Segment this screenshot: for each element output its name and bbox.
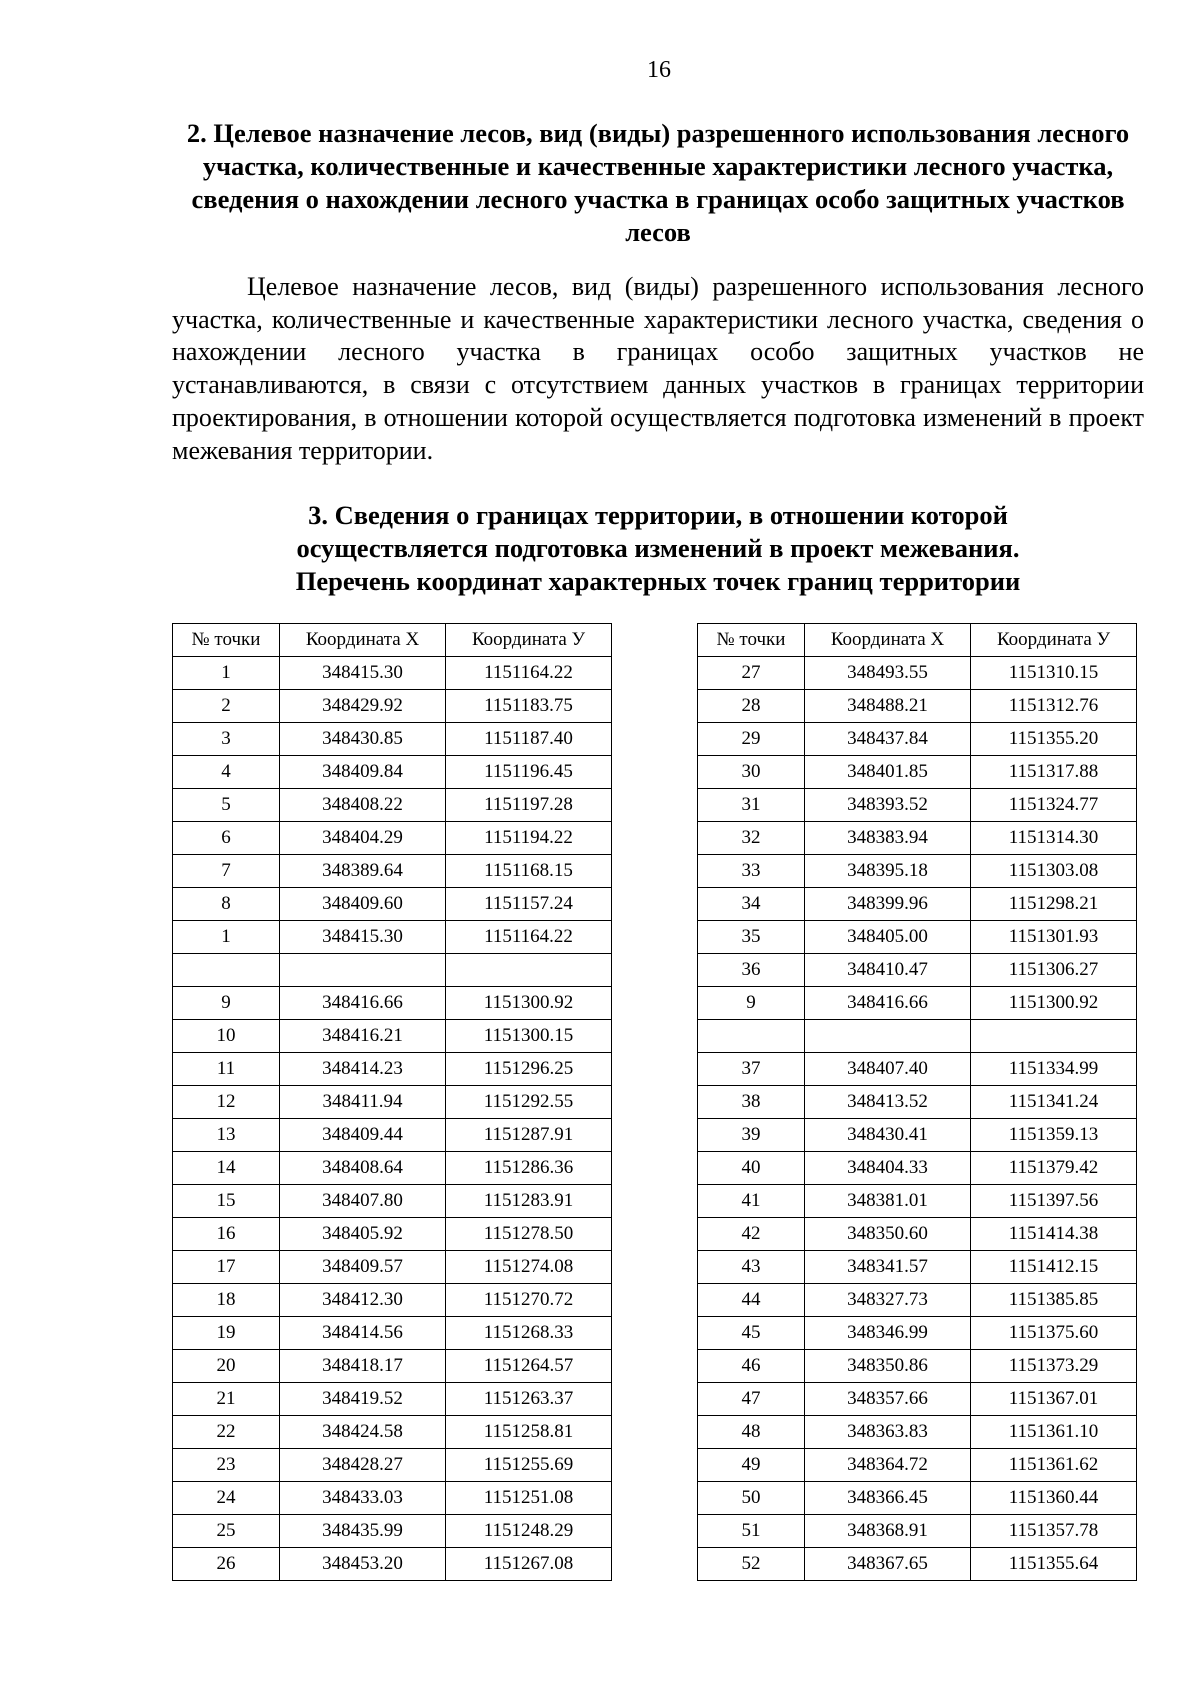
cell-coordinate-y: 1151379.42: [971, 1152, 1137, 1185]
cell-point-number: 7: [173, 855, 280, 888]
header-coordinate-x: Координата Х: [280, 624, 446, 657]
cell-coordinate-y: 1151301.93: [971, 921, 1137, 954]
cell-coordinate-x: 348411.94: [280, 1086, 446, 1119]
cell-point-number: 4: [173, 756, 280, 789]
table-row: [173, 1020, 612, 1053]
table-row: [173, 1086, 612, 1119]
table-row: [173, 657, 612, 690]
cell-point-number: 46: [698, 1350, 805, 1383]
cell-coordinate-x: 348383.94: [805, 822, 971, 855]
table-row: [173, 1119, 612, 1152]
cell-coordinate-x: 348435.99: [280, 1515, 446, 1548]
cell-coordinate-y: 1151248.29: [446, 1515, 612, 1548]
cell-coordinate-x: 348408.22: [280, 789, 446, 822]
page-number: 16: [647, 57, 671, 83]
cell-point-number: 38: [698, 1086, 805, 1119]
table-row: [173, 1053, 612, 1086]
cell-coordinate-y: 1151300.92: [446, 987, 612, 1020]
cell-point-number: 39: [698, 1119, 805, 1152]
table-row: [698, 1119, 1137, 1152]
cell-point-number: 45: [698, 1317, 805, 1350]
cell-coordinate-y: 1151303.08: [971, 855, 1137, 888]
cell-coordinate-x: 348415.30: [280, 921, 446, 954]
cell-coordinate-x: 348405.00: [805, 921, 971, 954]
table-row: [698, 1515, 1137, 1548]
cell-coordinate-x: 348389.64: [280, 855, 446, 888]
cell-coordinate-x: 348429.92: [280, 690, 446, 723]
cell-point-number: 3: [173, 723, 280, 756]
cell-point-number: 2: [173, 690, 280, 723]
table-row: [698, 1086, 1137, 1119]
cell-coordinate-y: 1151278.50: [446, 1218, 612, 1251]
cell-coordinate-x: 348424.58: [280, 1416, 446, 1449]
cell-point-number: 22: [173, 1416, 280, 1449]
cell-point-number: [173, 954, 280, 987]
table-row: [173, 1416, 612, 1449]
cell-point-number: 32: [698, 822, 805, 855]
cell-coordinate-y: 1151357.78: [971, 1515, 1137, 1548]
cell-point-number: 33: [698, 855, 805, 888]
cell-coordinate-x: 348415.30: [280, 657, 446, 690]
table-row: [173, 1218, 612, 1251]
cell-point-number: 36: [698, 954, 805, 987]
cell-coordinate-x: 348407.40: [805, 1053, 971, 1086]
cell-coordinate-y: 1151360.44: [971, 1482, 1137, 1515]
cell-coordinate-x: 348493.55: [805, 657, 971, 690]
table-row: [173, 789, 612, 822]
cell-coordinate-x: [280, 954, 446, 987]
cell-coordinate-x: 348404.29: [280, 822, 446, 855]
section-3-heading-line-1: 3. Сведения о границах территории, в отношении которой: [308, 500, 1008, 530]
cell-coordinate-y: 1151292.55: [446, 1086, 612, 1119]
cell-coordinate-x: 348341.57: [805, 1251, 971, 1284]
cell-point-number: 41: [698, 1185, 805, 1218]
cell-coordinate-x: 348430.85: [280, 723, 446, 756]
table-row: [698, 1284, 1137, 1317]
cell-point-number: 9: [173, 987, 280, 1020]
table-row: [173, 822, 612, 855]
cell-coordinate-y: [971, 1020, 1137, 1053]
cell-point-number: 29: [698, 723, 805, 756]
table-row: [698, 954, 1137, 987]
header-coordinate-y: Координата У: [446, 624, 612, 657]
table-row: [173, 855, 612, 888]
cell-coordinate-y: 1151341.24: [971, 1086, 1137, 1119]
section-2-heading: 2. Целевое назначение лесов, вид (виды) разрешенного использования лесного участка, количественные и качественные характеристики лесного участка, сведения о нахождении лесного участка в границах особо защитных участков лесов: [186, 118, 1130, 247]
cell-coordinate-x: 348419.52: [280, 1383, 446, 1416]
cell-coordinate-y: 1151268.33: [446, 1317, 612, 1350]
cell-coordinate-y: 1151255.69: [446, 1449, 612, 1482]
cell-point-number: 35: [698, 921, 805, 954]
cell-coordinate-x: 348414.23: [280, 1053, 446, 1086]
cell-point-number: 47: [698, 1383, 805, 1416]
cell-coordinate-x: 348401.85: [805, 756, 971, 789]
cell-coordinate-y: 1151367.01: [971, 1383, 1137, 1416]
section-3-heading: [172, 499, 1144, 598]
cell-point-number: 16: [173, 1218, 280, 1251]
cell-coordinate-x: 348410.47: [805, 954, 971, 987]
cell-coordinate-x: 348404.33: [805, 1152, 971, 1185]
cell-point-number: 8: [173, 888, 280, 921]
cell-point-number: 51: [698, 1515, 805, 1548]
cell-coordinate-x: 348416.21: [280, 1020, 446, 1053]
table-row: [173, 1284, 612, 1317]
cell-coordinate-y: 1151300.15: [446, 1020, 612, 1053]
cell-coordinate-y: 1151258.81: [446, 1416, 612, 1449]
cell-coordinate-y: 1151168.15: [446, 855, 612, 888]
table-row: [698, 1350, 1137, 1383]
cell-point-number: 21: [173, 1383, 280, 1416]
cell-point-number: 12: [173, 1086, 280, 1119]
table-row: [698, 1548, 1137, 1581]
cell-coordinate-y: 1151375.60: [971, 1317, 1137, 1350]
cell-coordinate-y: 1151324.77: [971, 789, 1137, 822]
cell-coordinate-y: [446, 954, 612, 987]
table-row: [173, 1515, 612, 1548]
cell-coordinate-y: 1151287.91: [446, 1119, 612, 1152]
cell-coordinate-y: 1151197.28: [446, 789, 612, 822]
coordinates-table-left: [172, 623, 612, 1581]
cell-coordinate-y: 1151314.30: [971, 822, 1137, 855]
cell-point-number: [698, 1020, 805, 1053]
cell-coordinate-y: 1151296.25: [446, 1053, 612, 1086]
cell-coordinate-y: 1151306.27: [971, 954, 1137, 987]
cell-coordinate-y: 1151196.45: [446, 756, 612, 789]
cell-coordinate-x: 348407.80: [280, 1185, 446, 1218]
cell-coordinate-x: 348412.30: [280, 1284, 446, 1317]
cell-coordinate-y: 1151157.24: [446, 888, 612, 921]
table-row: [698, 1482, 1137, 1515]
table-row: [698, 921, 1137, 954]
cell-point-number: 30: [698, 756, 805, 789]
table-row: [698, 1053, 1137, 1086]
cell-point-number: 50: [698, 1482, 805, 1515]
table-row: [173, 888, 612, 921]
cell-coordinate-x: 348409.57: [280, 1251, 446, 1284]
cell-coordinate-y: 1151414.38: [971, 1218, 1137, 1251]
cell-point-number: 44: [698, 1284, 805, 1317]
cell-coordinate-y: 1151355.64: [971, 1548, 1137, 1581]
cell-point-number: 25: [173, 1515, 280, 1548]
cell-point-number: 28: [698, 690, 805, 723]
cell-coordinate-x: 348366.45: [805, 1482, 971, 1515]
cell-coordinate-y: 1151361.62: [971, 1449, 1137, 1482]
coordinates-table-right: [697, 623, 1137, 1581]
cell-point-number: 13: [173, 1119, 280, 1152]
table-row: [698, 1383, 1137, 1416]
cell-coordinate-y: 1151310.15: [971, 657, 1137, 690]
cell-coordinate-y: 1151194.22: [446, 822, 612, 855]
cell-point-number: 18: [173, 1284, 280, 1317]
cell-point-number: 10: [173, 1020, 280, 1053]
cell-point-number: 37: [698, 1053, 805, 1086]
cell-coordinate-x: 348408.64: [280, 1152, 446, 1185]
cell-coordinate-x: 348488.21: [805, 690, 971, 723]
table-row: [173, 1185, 612, 1218]
table-row: [173, 921, 612, 954]
table-row: [698, 1317, 1137, 1350]
cell-coordinate-y: 1151298.21: [971, 888, 1137, 921]
table-row: [173, 1383, 612, 1416]
table-row: [698, 690, 1137, 723]
cell-coordinate-y: 1151317.88: [971, 756, 1137, 789]
table-row: [698, 789, 1137, 822]
cell-coordinate-y: 1151286.36: [446, 1152, 612, 1185]
cell-point-number: 9: [698, 987, 805, 1020]
cell-point-number: 31: [698, 789, 805, 822]
cell-point-number: 1: [173, 657, 280, 690]
cell-coordinate-y: 1151359.13: [971, 1119, 1137, 1152]
table-header-row: [173, 624, 612, 657]
cell-coordinate-y: 1151183.75: [446, 690, 612, 723]
cell-coordinate-y: 1151361.10: [971, 1416, 1137, 1449]
header-point-number: № точки: [173, 624, 280, 657]
cell-point-number: 17: [173, 1251, 280, 1284]
cell-coordinate-y: 1151385.85: [971, 1284, 1137, 1317]
cell-coordinate-x: 348368.91: [805, 1515, 971, 1548]
cell-coordinate-x: 348414.56: [280, 1317, 446, 1350]
cell-coordinate-y: 1151264.57: [446, 1350, 612, 1383]
cell-coordinate-y: 1151263.37: [446, 1383, 612, 1416]
cell-point-number: 40: [698, 1152, 805, 1185]
cell-point-number: 49: [698, 1449, 805, 1482]
table-row: [173, 1449, 612, 1482]
section-2-body: Целевое назначение лесов, вид (виды) разрешенного использования лесного участка, количественные и качественные характеристики лесного участка, сведения о нахождении лесного участка в границах особо защитных участков не устанавливаются, в связи с отсутствием данных участков в границах территории проектирования, в отношении которой осуществляется подготовка изменений в проект межевания территории.: [172, 272, 1144, 465]
header-coordinate-x: Координата Х: [805, 624, 971, 657]
table-row: [698, 1251, 1137, 1284]
cell-coordinate-y: 1151355.20: [971, 723, 1137, 756]
cell-point-number: 15: [173, 1185, 280, 1218]
cell-coordinate-x: 348350.60: [805, 1218, 971, 1251]
cell-coordinate-x: 348367.65: [805, 1548, 971, 1581]
table-row: [698, 1218, 1137, 1251]
cell-coordinate-x: 348409.60: [280, 888, 446, 921]
cell-point-number: 42: [698, 1218, 805, 1251]
table-row: [698, 1449, 1137, 1482]
table-row: [698, 822, 1137, 855]
cell-coordinate-x: 348428.27: [280, 1449, 446, 1482]
cell-coordinate-y: 1151397.56: [971, 1185, 1137, 1218]
table-row: [173, 1317, 612, 1350]
cell-coordinate-x: 348418.17: [280, 1350, 446, 1383]
cell-coordinate-x: 348453.20: [280, 1548, 446, 1581]
cell-point-number: 5: [173, 789, 280, 822]
cell-coordinate-x: 348413.52: [805, 1086, 971, 1119]
cell-coordinate-y: 1151164.22: [446, 921, 612, 954]
cell-point-number: 14: [173, 1152, 280, 1185]
cell-coordinate-y: 1151373.29: [971, 1350, 1137, 1383]
cell-coordinate-x: 348364.72: [805, 1449, 971, 1482]
table-header-row: [698, 624, 1137, 657]
cell-coordinate-y: 1151300.92: [971, 987, 1137, 1020]
table-row: [698, 756, 1137, 789]
cell-coordinate-x: 348357.66: [805, 1383, 971, 1416]
cell-coordinate-x: 348433.03: [280, 1482, 446, 1515]
cell-point-number: 48: [698, 1416, 805, 1449]
table-row: [173, 987, 612, 1020]
cell-coordinate-x: 348416.66: [280, 987, 446, 1020]
cell-coordinate-x: 348405.92: [280, 1218, 446, 1251]
table-row: [698, 657, 1137, 690]
cell-coordinate-x: 348430.41: [805, 1119, 971, 1152]
header-point-number: № точки: [698, 624, 805, 657]
cell-coordinate-y: 1151412.15: [971, 1251, 1137, 1284]
cell-coordinate-x: 348381.01: [805, 1185, 971, 1218]
cell-point-number: 52: [698, 1548, 805, 1581]
table-row: [698, 1416, 1137, 1449]
cell-point-number: 23: [173, 1449, 280, 1482]
table-row: [698, 1185, 1137, 1218]
table-row: [173, 723, 612, 756]
table-row: [173, 954, 612, 987]
cell-coordinate-x: 348437.84: [805, 723, 971, 756]
table-row: [173, 1548, 612, 1581]
cell-coordinate-x: 348409.44: [280, 1119, 446, 1152]
cell-coordinate-x: 348395.18: [805, 855, 971, 888]
cell-coordinate-x: 348346.99: [805, 1317, 971, 1350]
section-3-heading-line-2: осуществляется подготовка изменений в проект межевания.: [296, 533, 1020, 563]
cell-coordinate-y: 1151164.22: [446, 657, 612, 690]
cell-coordinate-x: 348363.83: [805, 1416, 971, 1449]
cell-coordinate-x: 348409.84: [280, 756, 446, 789]
cell-point-number: 27: [698, 657, 805, 690]
table-row: [173, 1152, 612, 1185]
table-row: [173, 690, 612, 723]
cell-coordinate-y: 1151274.08: [446, 1251, 612, 1284]
cell-point-number: 26: [173, 1548, 280, 1581]
cell-coordinate-x: 348350.86: [805, 1350, 971, 1383]
cell-coordinate-y: 1151283.91: [446, 1185, 612, 1218]
cell-coordinate-y: 1151334.99: [971, 1053, 1137, 1086]
cell-point-number: 19: [173, 1317, 280, 1350]
cell-point-number: 24: [173, 1482, 280, 1515]
cell-coordinate-x: 348393.52: [805, 789, 971, 822]
cell-point-number: 20: [173, 1350, 280, 1383]
cell-point-number: 1: [173, 921, 280, 954]
table-row: [173, 1350, 612, 1383]
cell-coordinate-y: 1151251.08: [446, 1482, 612, 1515]
table-row: [698, 723, 1137, 756]
cell-coordinate-x: 348399.96: [805, 888, 971, 921]
cell-coordinate-y: 1151270.72: [446, 1284, 612, 1317]
cell-coordinate-y: 1151187.40: [446, 723, 612, 756]
table-row: [698, 987, 1137, 1020]
cell-coordinate-x: 348327.73: [805, 1284, 971, 1317]
header-coordinate-y: Координата У: [971, 624, 1137, 657]
section-3-heading-line-3: Перечень координат характерных точек границ территории: [295, 566, 1021, 596]
table-row: [698, 1152, 1137, 1185]
cell-point-number: 43: [698, 1251, 805, 1284]
table-row: [173, 1251, 612, 1284]
cell-coordinate-y: 1151312.76: [971, 690, 1137, 723]
cell-coordinate-x: 348416.66: [805, 987, 971, 1020]
cell-coordinate-y: 1151267.08: [446, 1548, 612, 1581]
table-row: [698, 1020, 1137, 1053]
cell-point-number: 6: [173, 822, 280, 855]
table-row: [698, 888, 1137, 921]
cell-point-number: 34: [698, 888, 805, 921]
cell-coordinate-x: [805, 1020, 971, 1053]
table-row: [173, 1482, 612, 1515]
table-row: [698, 855, 1137, 888]
table-row: [173, 756, 612, 789]
cell-point-number: 11: [173, 1053, 280, 1086]
